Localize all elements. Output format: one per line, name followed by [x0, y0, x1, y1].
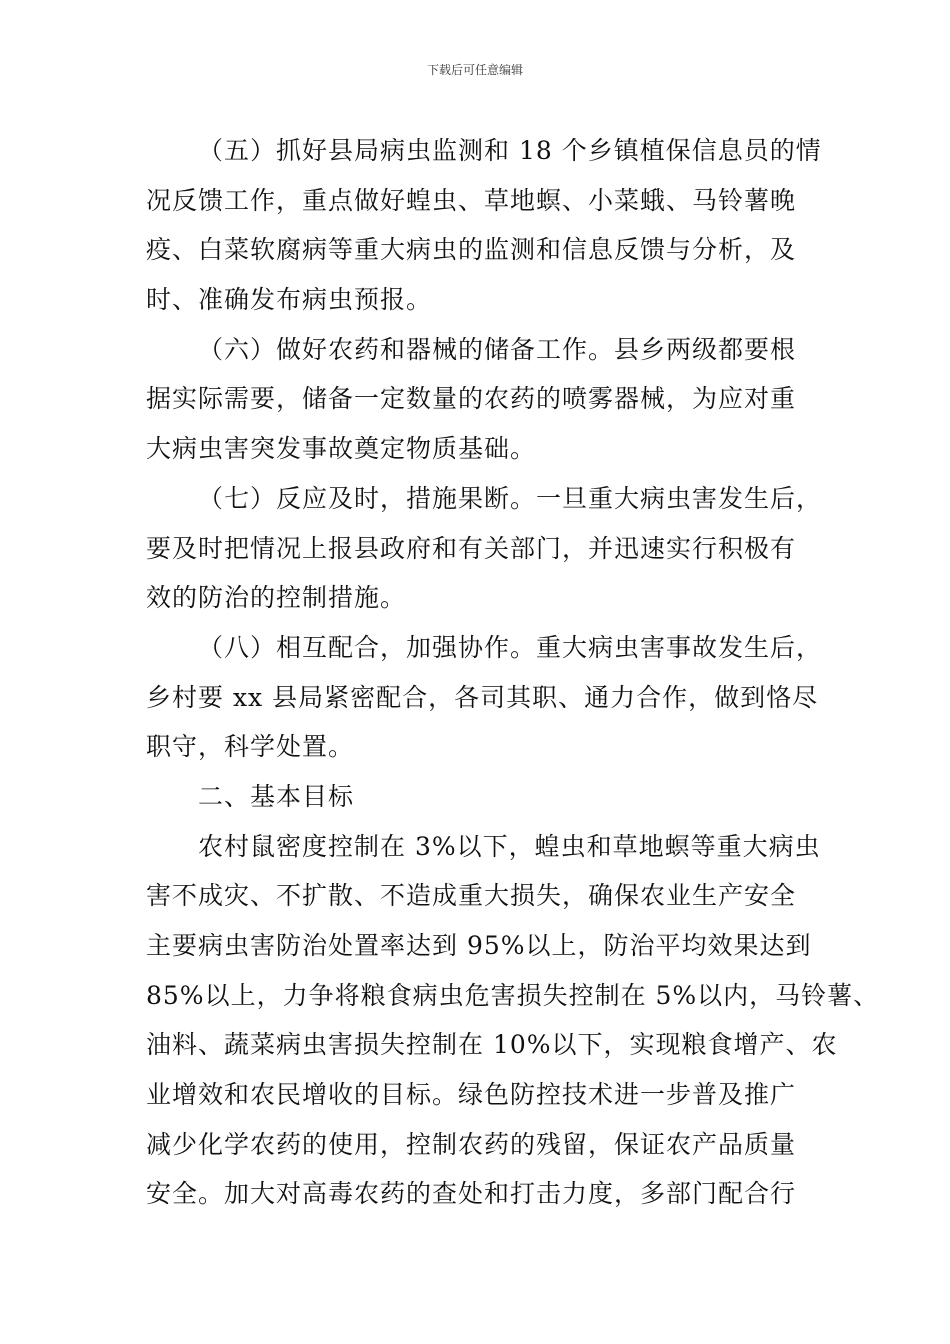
text-line: 时、准确发布病虫预报。 — [146, 285, 433, 315]
text-line: （五）抓好县局病虫监测和 18 个乡镇植保信息员的情 — [198, 136, 822, 165]
text-line: 业增效和农民增收的目标。绿色防控技术进一步普及推广 — [146, 1080, 797, 1110]
text-line: 况反馈工作，重点做好蝗虫、草地螟、小菜蛾、马铃薯晚 — [146, 185, 797, 215]
text-line: 疫、白菜软腐病等重大病虫的监测和信息反馈与分析，及 — [146, 235, 797, 265]
text-line: 安全。加大对高毒农药的查处和打击力度，多部门配合行 — [146, 1179, 797, 1209]
text-line: 据实际需要，储备一定数量的农药的喷雾器械，为应对重 — [146, 384, 797, 414]
text-line: 农村鼠密度控制在 3%以下，蝗虫和草地螟等重大病虫 — [198, 831, 821, 861]
text-line: 大病虫害突发事故奠定物质基础。 — [146, 434, 537, 464]
text-line: 职守，科学处置。 — [146, 732, 355, 762]
text-line: 害不成灾、不扩散、不造成重大损失，确保农业生产安全 — [146, 881, 797, 911]
text-line: 效的防治的控制措施。 — [146, 583, 407, 613]
text-line: 乡村要 xx 县局紧密配合，各司其职、通力合作，做到恪尽 — [146, 682, 819, 712]
text-line: （七）反应及时，措施果断。一旦重大病虫害发生后， — [198, 483, 823, 513]
text-line: （六）做好农药和器械的储备工作。县乡两级都要根 — [198, 334, 797, 364]
text-line: 主要病虫害防治处置率达到 95%以上，防治平均效果达到 — [146, 931, 812, 960]
text-line: 减少化学农药的使用，控制农药的残留，保证农产品质量 — [146, 1129, 797, 1159]
document-body — [146, 126, 880, 1219]
text-line: 油料、蔬菜病虫害损失控制在 10%以下，实现粮食增产、农 — [146, 1030, 838, 1060]
text-line: 要及时把情况上报县政府和有关部门，并迅速实行积极有 — [146, 533, 797, 563]
text-line: 85%以上，力争将粮食病虫危害损失控制在 5%以内，马铃薯、 — [146, 980, 880, 1010]
page-header: 下载后可任意编辑 — [426, 63, 523, 77]
text-line: （八）相互配合，加强协作。重大病虫害事故发生后， — [198, 632, 823, 662]
section-heading: 二、基本目标 — [198, 781, 355, 811]
